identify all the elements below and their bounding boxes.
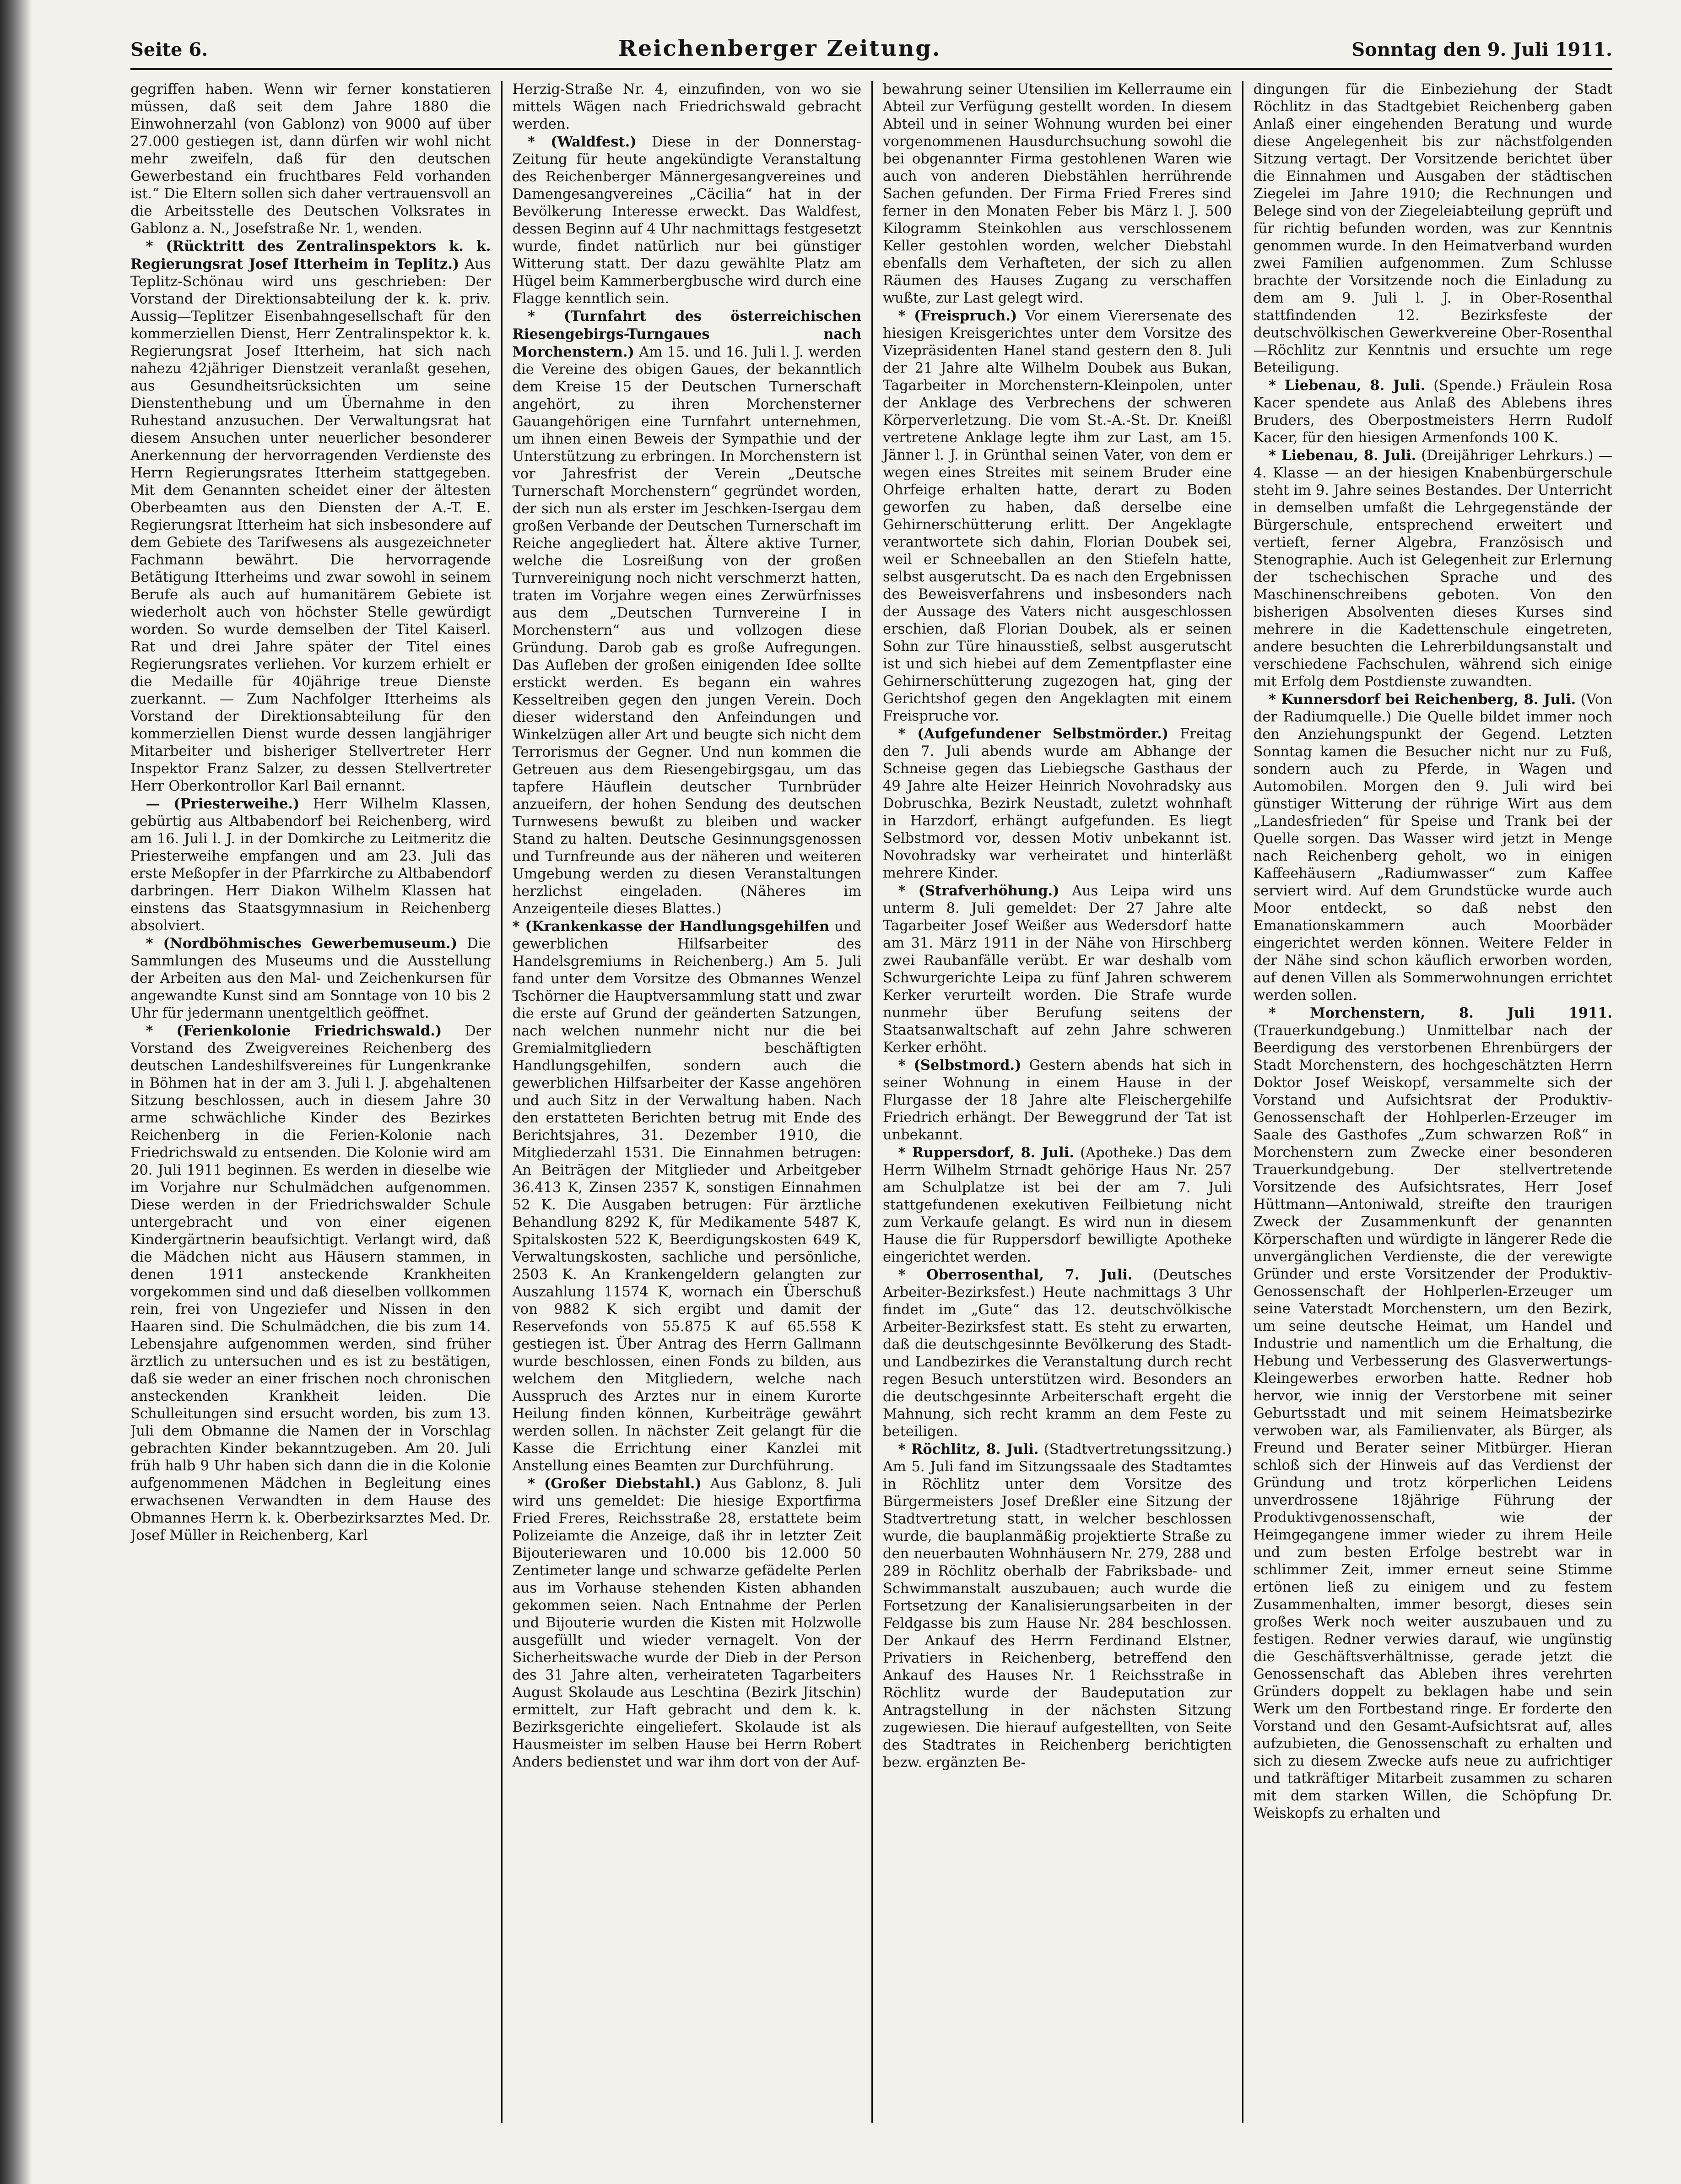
article-paragraph — [883, 1266, 1232, 1441]
article-dateline: * Röchlitz, 8. Juli. — [898, 1441, 1039, 1458]
article — [883, 882, 1232, 1057]
article-paragraph — [1254, 81, 1613, 377]
paragraph-text: (Dreijähriger Lehrkurs.) — 4. Klasse — an der hiesigen Knabenbürgerschule steht im 9. Jahre seines Bestandes. Der Unterricht in demselben umfaßt die Lehrgegenstände der Bürgerschule, entsprechend erweitert und vertieft, ferner Algebra, Französisch und Stenographie. Auch ist Gelegenheit zur Erlernung der tschechischen Sprache und des Maschinenschreibens geboten. Von den bisherigen Absolventen dieses Kurses sind mehrere in die Kadettenschule eingetreten, andere besuchten die Lehrerbildungsanstalt und verschiedene Fachschulen, während sich einige mit Erfolg dem Postdienste zuwandten. — [1253, 448, 1612, 690]
article — [1254, 691, 1613, 1004]
article-heading: * (Ferienkolonie Friedrichswald.) — [146, 1023, 442, 1039]
article-paragraph — [130, 238, 491, 795]
article — [883, 1266, 1232, 1441]
article-paragraph — [883, 882, 1232, 1057]
paragraph-text: Aus Leipa wird uns unterm 8. Juli gemeldet: Der 27 Jahre alte Tagarbeiter Josef Weißer aus Wedersdorf hatte am 31. März 1911 in der Nähe von Hirschberg zwei Raubanfälle verübt. Er war deshalb vom Schwurgerichte Leipa zu fünf Jahren schwerem Kerker verurteilt worden. Die Strafe wurde nunmehr über Berufung seitens der Staatsanwaltschaft auf zehn Jahre schweren Kerker erhöht. — [883, 883, 1232, 1056]
article-columns — [130, 81, 1612, 2123]
article-paragraph — [883, 307, 1232, 725]
article-heading: — (Priesterweihe.) — [146, 796, 300, 812]
column-4 — [1242, 81, 1613, 2123]
article — [883, 81, 1232, 307]
paragraph-text: Aus Teplitz-Schönau wird uns geschrieben: Der Vorstand der Direktionsabteilung der k. k. priv. Aussig—Teplitzer Eisenbahngesellschaft für den kommerziellen Dienst, Herr Zentralinspektor k. k. Regierungsrat Josef Itterheim, hat sich nach nahezu 42jähriger Dienstzeit veranlaßt gesehen, aus Gesundheitsrücksichten um seine Dienstenthebung und um Übernahme in den Ruhestand anzusuchen. Der Verwaltungsrat hat diesem Ansuchen unter neuerlicher besonderer Anerkennung der hervorragenden Verdienste des Herrn Regierungsrates Itterheim stattgegeben. Mit dem Genannten scheidet einer der ältesten Oberbeamten aus den Diensten der A.-T. E. Regierungsrat Itterheim hat sich insbesondere auf dem Gebiete des Tarifwesens als ausgezeichneter Fachmann bewährt. Die hervorragende Betätigung Itterheims und zwar sowohl in seinem Berufe als auch auf humanitärem Gebiete ist wiederholt auch von höchster Stelle gewürdigt worden. So wurde demselben der Titel Kaiserl. Rat und drei Jahre später der Titel eines Regierungsrates verliehen. Vor kurzem erhielt er die Medaille für 40jährige treue Dienste zuerkannt. — Zum Nachfolger Itterheims als Vorstand der Direktionsabteilung für den kommerziellen Dienst wurde dessen langjähriger Mitarbeiter und bisheriger Stellvertreter Herr Inspektor Franz Salzer, zu dessen Stellvertreter Herr Oberkontrollor Karl Bail ernannt. — [130, 256, 491, 794]
paragraph-text: Freitag den 7. Juli abends wurde am Abhange der Schneise gegen das Liebiegsche Gasthaus der 49 Jahre alte Heizer Heinrich Novohradsky aus Dobruschka, Bezirk Neustadt, zuletzt wohnhaft in Harzdorf, erhängt aufgefunden. Es liegt Selbstmord vor, dessen Motiv unbekannt ist. Novohradsky war verheiratet und hinterläßt mehrere Kinder. — [883, 726, 1232, 881]
article-paragraph — [1254, 691, 1613, 1004]
column-3 — [871, 81, 1242, 2123]
article — [1254, 447, 1613, 691]
article — [513, 1475, 862, 1771]
article — [883, 1144, 1232, 1266]
article-paragraph — [883, 81, 1232, 307]
article — [130, 795, 491, 935]
paragraph-text: Vor einem Vierersenate des hiesigen Kreisgerichtes unter dem Vorsitze des Vizepräsidenten Hanel stand gestern den 8. Juli der 21 Jahre alte Wilhelm Doubek aus Bukan, Tagarbeiter in Morchenstern-Kleinpolen, unter der Anklage des Verbrechens der schweren Körperverletzung. Die vom St.-A.-St. Dr. Kneißl vertretene Anklage legte ihm zur Last, am 15. Jänner l. J. in Grünthal seinen Vater, von dem er wegen eines Streites mit seinem Bruder eine Ohrfeige erhalten hatte, derart zu Boden geworfen zu haben, daß derselbe eine Gehirnerschütterung erlitt. Der Angeklagte verantwortete sich dahin, Florian Doubek sei, weil er Schneeballen an den Stiefeln hatte, selbst ausgerutscht. Da es nach den Ergebnissen des Beweisverfahrens und insbesonders nach der Aussage des Vaters nicht ausgeschlossen erschien, daß Florian Doubek, als er seinen Sohn zur Türe hinausstieß, selbst ausgerutscht ist und sich hiebei auf dem Zementpflaster eine Gehirnerschütterung zugezogen hat, ging der Gerichtshof gegen den Angeklagten mit einem Freispruche vor. — [883, 308, 1232, 724]
article-heading: * (Turnfahrt des österreichischen Riesengebirgs-Turngaues nach Morchenstern.) — [512, 308, 861, 360]
article — [130, 238, 491, 795]
issue-date: Sonntag den 9. Juli 1911. — [1351, 39, 1612, 60]
article-heading: * (Selbstmord.) — [898, 1057, 1022, 1073]
page-number: Seite 6. — [130, 39, 208, 60]
article — [1254, 1004, 1613, 1822]
article — [883, 1057, 1232, 1144]
paragraph-text: (Deutsches Arbeiter-Bezirksfest.) Heute nachmittags 3 Uhr findet im „Gute“ das 12. deutschvölkische Arbeiter-Bezirksfest statt. Es steht zu erwarten, daß die deutschgesinnte Bevölkerung des Stadt- und Landbezirkes die Veranstaltung durch recht regen Besuch unterstützen wird. Besonders an die deutschgesinnte Arbeiterschaft ergeht die Mahnung, sich recht kramm an dem Feste zu beteiligen. — [883, 1267, 1232, 1440]
article-paragraph — [130, 935, 491, 1022]
article — [130, 1022, 491, 1545]
article — [130, 935, 491, 1022]
paragraph-text: dingungen für die Einbeziehung der Stadt Röchlitz in das Stadtgebiet Reichenberg gaben Anlaß einer eingehenden Beratung und wurde diese Angelegenheit bis zur nächstfolgenden Sitzung vertagt. Der Vorsitzende berichtet über die Einnahmen und Ausgaben der städtischen Ziegelei im Jahre 1910; die Rechnungen und Belege sind von der Ziegeleiabteilung geprüft und für richtig befunden worden, was zur Kenntnis genommen wurde. In den Heimatverband wurden zwei Familien aufgenommen. Zum Schlusse brachte der Vorsitzende noch die Einladung zu dem am 9. Juli l. J. in Ober-Rosenthal stattfindenden 12. Bezirksfeste der deutschvölkischen Gewerkvereine Ober-Rosenthal—Röchlitz zur Kenntnis und ersuchte um rege Beteiligung. — [1253, 81, 1612, 376]
paragraph-text: (Von der Radiumquelle.) Die Quelle bildet immer noch den Anziehungspunkt der Gegend. Letzten Sonntag kamen die Besucher nicht nur zu Fuß, sondern auch zu Pferde, in Wagen und Automobilen. Morgen den 9. Juli wird bei günstiger Witterung der rührige Wirt aus dem „Landesfrieden“ für Speise und Trank bei der Quelle sorgen. Das Wasser wird jetzt in Menge nach Reichenberg geholt, wo in einigen Kaffeehäusern „Radiumwasser“ zum Kaffee serviert wird. Auf dem Grundstücke wurde auch Moor entdeckt, so daß nebst den Emanationskammern auch Moorbäder eingerichtet werden können. Weitere Felder in der Nähe sind schon käuflich erworben worden, auf denen Villen als Sommerwohnungen errichtet werden sollen. — [1253, 692, 1612, 1003]
article — [513, 918, 862, 1475]
masthead-title: Reichenberger Zeitung. — [618, 36, 941, 61]
binding-shadow — [0, 0, 32, 2184]
article — [883, 725, 1232, 882]
article-heading: * (Nordböhmisches Gewerbemuseum.) — [146, 935, 458, 952]
article — [513, 81, 862, 133]
header-rule — [130, 68, 1612, 70]
paragraph-text: (Spende.) Fräulein Rosa Kacer spendete aus Anlaß des Ablebens ihres Bruders, des Oberpostmeisters Herrn Rudolf Kacer, für den hiesigen Armenfonds 100 K. — [1253, 378, 1612, 446]
paragraph-text: Der Vorstand des Zweigvereines Reichenberg des deutschen Landeshilfsvereines für Lungenkranke in Böhmen hat in der am 3. Juli l. J. abgehaltenen Sitzung beschlossen, auch in diesem Jahre 30 arme schwächliche Kinder des Bezirkes Reichenberg in die Ferien-Kolonie nach Friedrichswald zu entsenden. Die Kolonie wird am 20. Juli 1911 beginnen. Es werden in dieselbe wie im Vorjahre nur Schulmädchen aufgenommen. Diese werden in der Friedrichswalder Schule untergebracht und von einer eigenen Kindergärtnerin beaufsichtigt. Verlangt wird, daß die Mädchen nicht aus Häusern stammen, in denen 1911 ansteckende Krankheiten vorgekommen sind und daß dieselben vollkommen rein, frei von Ungeziefer und Nissen in den Haaren sind. Die Schulmädchen, die bis zum 14. Lebensjahre aufgenommen werden, sind früher ärztlich zu untersuchen und es ist zu bestätigen, daß sie weder an einer frischen noch chronischen ansteckenden Krankheit leiden. Die Schulleitungen sind ersucht worden, bis zum 13. Juli dem Obmanne die Namen der in Vorschlag gebrachten Kinder bekanntzugeben. Am 20. Juli früh halb 9 Uhr haben sich dann die in die Kolonie aufgenommenen Mädchen in Begleitung eines erwachsenen Verwandten in dem Hause des Obmannes Herrn k. k. Oberbezirksarztes Med. Dr. Josef Müller in Reichenberg, Karl — [130, 1023, 491, 1544]
article-heading: * (Aufgefundener Selbstmörder.) — [898, 726, 1169, 742]
article-paragraph — [883, 1441, 1232, 1772]
article — [513, 308, 862, 918]
paragraph-text: und gewerblichen Hilfsarbeiter des Handelsgremiums in Reichenberg.) Am 5. Juli fand unter dem Vorsitze des Obmannes Wenzel Tschörner die Hauptversammlung statt und zwar die erste auf Grund der geänderten Satzungen, nach welchen nunmehr nicht nur die bei Gremialmitgliedern beschäftigten Handlungsgehilfen, sondern auch die gewerblichen Hilfsarbeiter der Kasse angehören und auch Sitz in der Verwaltung haben. Nach den erstatteten Berichten betrug mit Ende des Berichtsjahres, 31. Dezember 1910, die Mitgliederzahl 1531. Die Einnahmen betrugen: An Beiträgen der Mitglieder und Arbeitgeber 36.413 K, Zinsen 2357 K, sonstigen Einnahmen 52 K. Die Ausgaben betrugen: Für ärztliche Behandlung 8292 K, für Medikamente 5487 K, Spitalskosten 522 K, Beerdigungskosten 649 K, Verwaltungskosten, sachliche und persönliche, 2503 K. An Krankengeldern gelangten zur Auszahlung 11574 K, wornach ein Überschuß von 9882 K sich ergibt und damit der Reservefonds von 55.875 K auf 65.558 K gestiegen ist. Über Antrag des Herrn Gallmann wurde beschlossen, einen Fonds zu bilden, aus welchem den Mitgliedern, welche nach Ausspruch des Arztes nur in einem Kurorte Heilung finden können, Kurbeiträge gewährt werden sollen. In nächster Zeit gelangt für die Kasse die Errichtung einer Kanzlei mit Anstellung eines Beamten zur Durchführung. — [512, 919, 861, 1474]
paragraph-text: Herr Wilhelm Klassen, gebürtig aus Altbabendorf bei Reichenberg, wird am 16. Juli l. J. in der Domkirche zu Leitmeritz die Priesterweihe empfangen und am 23. Juli das erste Meßopfer in der Pfarrkirche zu Altbabendorf darbringen. Herr Diakon Wilhelm Klassen hat einstens das Staatsgymnasium in Reichenberg absolviert. — [130, 796, 491, 934]
article-paragraph — [513, 918, 862, 1475]
paragraph-text: (Trauerkundgebung.) Unmittelbar nach der Beerdigung des verstorbenen Ehrenbürgers der Stadt Morchenstern, des hochgeschätzten Herrn Doktor Josef Weiskopf, versammelte sich der Vorstand und Aufsichtsrat der Produktiv-Genossenschaft der Hohlperlen-Erzeuger im Saale des Gasthofes „Zum schwarzen Roß“ in Morchenstern zum Zwecke einer besonderen Trauerkundgebung. Der stellvertretende Vorsitzende des Aufsichtsrates, Herr Josef Hüttmann—Antoniwald, streifte den traurigen Zweck der Zusammenkunft der genannten Körperschaften und würdigte in längerer Rede die unvergänglichen Verdienste, die der verewigte Gründer und erste Vorsitzender der Produktiv-Genossenschaft der Hohlperlen-Erzeuger um seine Vaterstadt Morchenstern, um den Bezirk, um seine deutsche Heimat, um Handel und Industrie und namentlich um die Erhaltung, die Hebung und Verbesserung des Glasverwertungs-Kleingewerbes erworben hatte. Redner hob hervor, wie innig der Verstorbene mit seiner Geburtsstadt und mit seinem Heimatsbezirke verwoben war, als Familienvater, als Bürger, als Freund und Berater seiner Mitbürger. Hieran schloß sich der Hinweis auf das Verdienst der Gründung und trotz körperlichen Leidens unverdrossene 18jährige Führung der Produktivgenossenschaft, wie der Heimgegangene immer wieder zu ihrem Heile und zum besten Erfolge bestrebt war in schlimmer Zeit, immer erneut seine Stimme ertönen ließ zu einigem und zu festem Zusammenhalten, immer besorgt, dieses sein großes Werk noch weiter auszubauen und zu festigen. Redner verwies darauf, wie ungünstig die Geschäftsverhältnisse, gerade jetzt die Genossenschaft das Ableben ihres verehrten Gründers doppelt zu beklagen habe und sein Werk um den Fortbestand ringe. Er forderte den Vorstand und den Gesamt-Aufsichtsrat auf, alles aufzubieten, die Genossenschaft zu erhalten und sich zu diesem Zwecke aufs neue zu aufrichtiger und tatkräftiger Mitarbeit zusammen zu scharen mit dem starken Willen, die Schöpfung Dr. Weiskopfs zu erhalten und — [1253, 1023, 1612, 1821]
article — [1254, 377, 1613, 447]
article-heading: * (Freispruch.) — [898, 308, 1017, 324]
article-paragraph — [1254, 1004, 1613, 1822]
article — [1254, 81, 1613, 377]
article-dateline: * Morchenstern, 8. Juli 1911. — [1269, 1005, 1612, 1021]
article — [513, 133, 862, 308]
column-1 — [130, 81, 501, 2123]
article-paragraph — [513, 1475, 862, 1771]
article-heading: * (Rücktritt des Zentralinspektors k. k. Regierungsrat Josef Itterheim in Teplitz.) — [130, 238, 491, 272]
article-heading: * (Großer Diebstahl.) — [528, 1475, 702, 1492]
article — [883, 307, 1232, 725]
article-dateline: * Liebenau, 8. Juli. — [1269, 447, 1416, 464]
article-paragraph — [1254, 447, 1613, 691]
article-paragraph — [883, 725, 1232, 882]
article-heading: * (Strafverhöhung.) — [898, 883, 1059, 899]
article-heading: * (Waldfest.) — [528, 134, 637, 150]
paragraph-text: Die Sammlungen des Museums und die Ausstellung der Arbeiten aus den Mal- und Zeichenkursen für angewandte Kunst sind am Sonntage von 10 bis 2 Uhr für jedermann unentgeltlich geöffnet. — [130, 936, 491, 1021]
paragraph-text: Aus Gablonz, 8. Juli wird uns gemeldet: Die hiesige Exportfirma Fried Freres, Reichsstraße 28, erstattete beim Polizeiamte die Anzeige, daß ihr in letzter Zeit Bijouteriewaren und 10.000 bis 12.000 50 Zentimeter lange und schwarze gefädelte Perlen aus im Vorhause stehenden Kisten abhanden gekommen seien. Nach Entnahme der Perlen und Bijouterie wurden die Kisten mit Holzwolle ausgefüllt und wieder vernagelt. Von der Sicherheitswache wurde der Dieb in der Person des 31 Jahre alten, verheirateten Tagarbeiters August Skolaude aus Leschtina (Bezirk Jitschin) ermittelt, zur Haft gebracht und dem k. k. Bezirksgerichte eingeliefert. Skolaude ist als Hausmeister im selben Hause bei Herrn Robert Anders bedienstet und war ihm dort von der Auf- — [512, 1476, 861, 1770]
article-paragraph — [130, 795, 491, 935]
paragraph-text: (Apotheke.) Das dem Herrn Wilhelm Strnadt gehörige Haus Nr. 257 am Schulplatze ist bei der am 7. Juli stattgefundenen exekutiven Feilbietung nicht zum Verkaufe gelangt. Es wird nun in diesem Hause die für Ruppersdorf bewilligte Apotheke eingerichtet werden. — [883, 1145, 1232, 1265]
article-paragraph — [513, 133, 862, 308]
paragraph-text: Gestern abends hat sich in seiner Wohnung in einem Hause in der Flurgasse der 18 Jahre alte Fleischergehilfe Friedrich erhängt. Der Beweggrund der Tat ist unbekannt. — [883, 1057, 1232, 1143]
article-paragraph — [1254, 377, 1613, 447]
paragraph-text: (Stadtvertretungssitzung.) Am 5. Juli fand im Sitzungssaale des Stadtamtes in Röchlitz unter dem Vorsitze des Bürgermeisters Josef Dreßler eine Sitzung der Stadtvertretung statt, in welcher beschlossen wurde, die bauplanmäßig projektierte Straße zu den neuerbauten Wohnhäusern Nr. 279, 288 und 289 in Röchlitz oberhalb der Fabriksbade- und Schwimmanstalt auszubauen; auch wurde die Fortsetzung der Kanalisierungsarbeiten in der Feldgasse bis zum Hause Nr. 284 beschlossen. Der Ankauf des Herrn Ferdinand Elstner, Privatiers in Reichenberg, betreffend den Ankauf des Hauses Nr. 1 Reichsstraße in Röchlitz wurde der Baudeputation zur Antragstellung in der nächsten Sitzung zugewiesen. Die hierauf aufgestellten, von Seite des Stadtrates in Reichenberg berichtigten bezw. ergänzten Be- — [883, 1442, 1232, 1771]
paragraph-text: Herzig-Straße Nr. 4, einzufinden, von wo sie mittels Wägen nach Friedrichswald gebracht werden. — [512, 81, 861, 132]
article-dateline: * Oberrosenthal, 7. Juli. — [898, 1267, 1133, 1283]
article-paragraph — [883, 1144, 1232, 1266]
page-header — [130, 36, 1612, 64]
article-dateline: * Liebenau, 8. Juli. — [1269, 377, 1426, 394]
article-paragraph — [130, 1022, 491, 1545]
article-heading: * (Krankenkasse der Handlungsgehilfen — [512, 918, 830, 935]
article — [883, 1441, 1232, 1772]
article — [130, 81, 491, 238]
article-dateline: * Kunnersdorf bei Reichenberg, 8. Juli. — [1269, 691, 1576, 708]
paragraph-text: bewahrung seiner Utensilien im Kellerraume ein Abteil zur Verfügung gestellt worden. In diesem Abteil und in seiner Wohnung wurden bei einer vorgenommenen Hausdurchsuchung sowohl die bei obgenannter Firma gestohlenen Waren wie auch von anderen Diebstählen herrührende Sachen gefunden. Der Firma Fried Freres sind ferner in den Monaten Feber bis März l. J. 500 Kilogramm Steinkohlen aus verschlossenem Keller gestohlen worden, welcher Diebstahl ebenfalls dem Verhafteten, der sich zu allen Räumen des Hauses Zugang zu verschaffen wußte, zur Last gelegt wird. — [883, 81, 1232, 306]
article-dateline: * Ruppersdorf, 8. Juli. — [898, 1144, 1074, 1161]
article-paragraph — [513, 81, 862, 133]
article-paragraph — [130, 81, 491, 238]
paragraph-text: gegriffen haben. Wenn wir ferner konstatieren müssen, daß seit dem Jahre 1880 die Einwohnerzahl (von Gablonz) von 9000 auf über 27.000 gestiegen ist, dann dürfen wir wohl nicht mehr zweifeln, daß für den deutschen Gewerbestand ein fruchtbares Feld vorhanden ist.“ Die Eltern sollen sich daher vertrauensvoll an die Arbeitsstelle des Deutschen Volksrates in Gablonz a. N., Josefstraße Nr. 1, wenden. — [130, 81, 491, 237]
paragraph-text: Diese in der Donnerstag-Zeitung für heute angekündigte Veranstaltung des Reichenberger Männergesangvereines und Damengesangvereines „Cäcilia“ hat in der Bevölkerung Interesse erweckt. Das Waldfest, dessen Beginn auf 4 Uhr nachmittags festgesetzt wurde, findet natürlich nur bei günstiger Witterung statt. Der dazu gewählte Platz am Hügel beim Kammerbergbusche wird durch eine Flagge kenntlich sein. — [512, 134, 861, 307]
article-paragraph — [513, 308, 862, 918]
article-paragraph — [883, 1057, 1232, 1144]
column-2 — [501, 81, 872, 2123]
paragraph-text: Am 15. und 16. Juli l. J. werden die Vereine des obigen Gaues, der bekanntlich dem Kreise 15 der Deutschen Turnerschaft angehört, zu ihren Morchensterner Gauangehörigen eine Turnfahrt unternehmen, um ihnen einen Beweis der Sympathie und der Unterstützung zu erbringen. In Morchenstern ist vor Jahresfrist der Verein „Deutsche Turnerschaft Morchenstern“ gegründet worden, der sich nun als erster im Jeschken-Isergau dem großen Verbande der Deutschen Turnerschaft im Reiche angegliedert hat. Ältere aktive Turner, welche die Losreißung von der großen Turnvereinigung noch nicht verschmerzt hatten, traten im Vorjahre wegen eines Zerwürfnisses aus dem „Deutschen Turnvereine I in Morchenstern“ aus und vollzogen diese Gründung. Darob gab es große Aufregungen. Das Aufleben der großen einigenden Idee sollte erstickt werden. Es begann ein wahres Kesseltreiben gegen den jungen Verein. Doch dieser widerstand den Anfeindungen und Winkelzügen aller Art und beugte sich nicht dem Terrorismus der Gegner. Und nun kommen die Getreuen aus dem Riesengebirgsgau, um das tapfere Häuflein deutscher Turnbrüder anzueifern, der hohen Sendung des deutschen Turnwesens bewußt zu bleiben und wacker Stand zu halten. Deutsche Gesinnungsgenossen und Turnfreunde aus der näheren und weiteren Umgebung werden zu diesen Veranstaltungen herzlichst eingeladen. (Näheres im Anzeigenteile dieses Blattes.) — [512, 344, 861, 917]
